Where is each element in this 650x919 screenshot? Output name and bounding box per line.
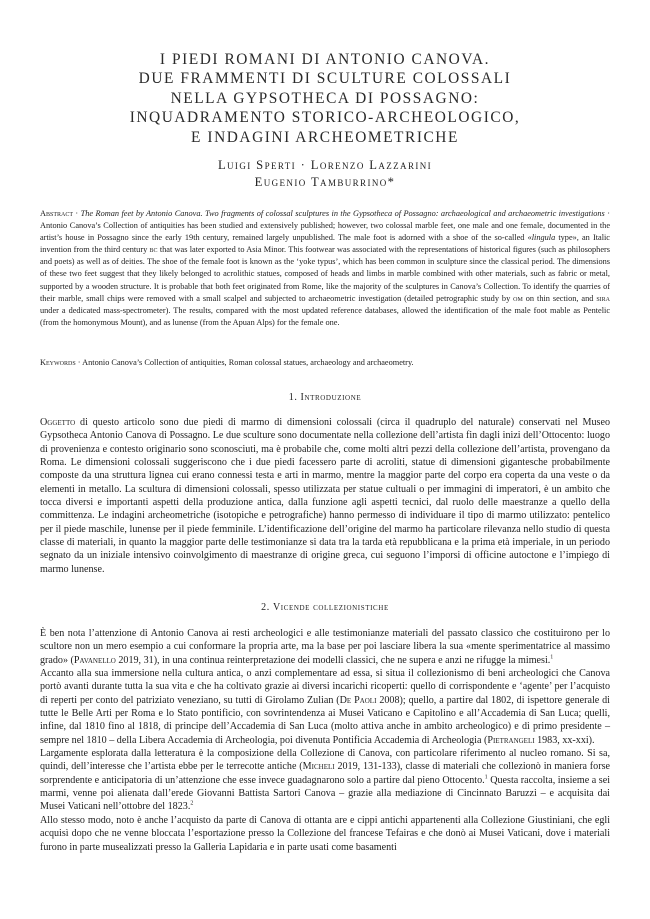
body-paragraph [40,416,610,576]
abstract-separator-2: · [604,209,610,218]
article-title [20,50,630,147]
abstract [40,208,610,329]
section-heading-introduzione [20,392,630,403]
abstract-sira: sira [596,293,610,303]
section-number: 2. [261,602,273,613]
body-text: Allo stesso modo, noto è anche l’acquisto da parte di Canova di ottanta are e cippi antichi appartenenti alla Collezione Giustiniani, che egli acquisì dopo che ne venne bloccata l’esportazione presso la Collezione del francese Tefairas e che donò ai Musei Vaticani, dove i materiali furono in parte musealizzati presso la Galleria Lapidaria e in parte usati come basamenti [40,814,610,853]
body-text: Largamente esplorata dalla letteratura è la composizione della Collezione di Canova, con particolare riferimento al nucleo romano. Si sa, quindi, dell’interesse che l’artista ebbe per le terrecotte antiche ( [40,748,610,773]
section-body-vicende [40,627,610,854]
abstract-paragraph [40,208,610,329]
section-title: Introduzione [300,392,362,403]
title-line-1: I PIEDI ROMANI DI ANTONIO CANOVA. [159,51,491,68]
body-paragraph [40,747,610,814]
title-line-3: NELLA GYPSOTHECA DI POSSAGNO: [170,89,480,107]
section-number: 1. [288,392,301,403]
body-text: Questa raccolta, insieme a sei marmi, venne poi alienata dall’erede Giovanni Battista Sartori Canova – grazie alla mediazione di Cincinnato Baruzzi – e acquisita dai Musei Vaticani nell’ottobre del 1823. [40,774,610,813]
body-paragraph [40,627,610,667]
keywords [40,357,610,369]
author-list [20,157,630,191]
citation: Pavanello [73,654,116,666]
authors-line-2: Eugenio Tamburrino* [254,175,396,189]
body-paragraph [40,814,610,854]
lead-word: Oggetto [40,417,76,428]
abstract-english-title: The Roman feet by Antonio Canova. Two fragments of colossal sculptures in the Gypsotheca of Possagno: archaeological and archaeometric investigations [80,209,605,218]
keywords-separator: · [75,358,83,367]
citation: Micheli [302,761,335,773]
body-text: 1983, xx-xxi). [534,734,595,746]
title-line-4: INQUADRAMENTO STORICO-ARCHEOLOGICO, [129,109,521,127]
body-paragraph [40,667,610,747]
title-line-5: E INDAGINI ARCHEOMETRICHE [191,128,459,146]
abstract-text: Antonio Canova’s Collection of antiquities has been studied and extensively published; however, two colossal marble feet, one male and one female, documented in the artist’s house in Possagno since the early 19th century, remained largely unpublished. The male foot is adorned with a shoe of the so-called « [40,221,610,243]
authors-line-1: Luigi Sperti · Lorenzo Lazzarini [217,158,433,172]
abstract-om: om [513,293,523,303]
citation: De Paoli [339,694,377,706]
section-heading-vicende [20,602,630,613]
body-text: 2008); quello, a partire dal 1802, di ispettore generale di tutte le Belle Arti per Roma e lo Stato pontificio, con sovrintendenza ai Musei Vaticano e Capitolino e all’Accademia di San Luca; quelli, infine, dal 1810 fino al 1818, di principe dell’Accademia di San Luca (molto attiva anche in ambito archeologico) e di primo presidente – sempre nel 1810 – della Libera Accademia di Archeologia, poi divenuta Pontificia Accademia di Archeologia ( [40,694,610,746]
abstract-text: that was later exported to Asia Minor. This footwear was associated with the representations of historical figures (such as philosophers and poets) as well as of deities. The shoe of the female foot is known as the ‘yoke typus’, which has been common in sculpture since the classical period. The dimensions of these two feet suggest that they likely belonged to acrolithic statues, composed of heads and limbs in marble combined with other materials, such as fabric or metal, supported by a wooden structure. It is probable that both feet originated from Rome, like the majority of the sculptures in Canova’s Collection. To identify the quarries of their marble, small chips were removed with a small scalpel and subjected to archaeometric investigation (detailed petrographic study by [40,245,610,303]
abstract-text: on thin section, and [522,293,597,303]
keywords-text: Antonio Canova’s Collection of antiquities, Roman colossal statues, archaeology and archaeometry. [82,358,414,367]
abstract-text: type», an Italic invention from the third century [40,233,610,255]
footnote-ref[interactable]: 1 [550,654,554,661]
abstract-label: Abstract [40,209,73,218]
abstract-text: under a dedicated mass-spectrometer). The results, compared with the most updated reference databases, allowed the identification of the male foot mable as Pentelic (from the homonymous Mount), and as lunense (from the Apuan Alps) for the female one. [40,305,610,327]
abstract-bc: bc [149,245,158,255]
body-text: Accanto alla sua immersione nella cultura antica, o anzi complementare ad essa, si situa il collezionismo di beni archeologici che Canova portò avanti durante tutta la sua vita e che ha coltivato grazie ai diversi incarichi ricoperti: quello di corrispondente e ‘agente’ per l’acquisto di reperti per conto del patriziato veneziano, su tutti di Girolamo Zulian ( [40,668,610,706]
body-text: di questo articolo sono due piedi di marmo di dimensioni colossali (circa il quadruplo del naturale) conservati nel Museo Gypsotheca Antonio Canova di Possagno. Le due sculture sono documentate nella collezione dell’artista fin dagli inizi dell’Ottocento: luogo di provenienza e contesto originario sono sconosciuti, ma è probabile che, come molti altri pezzi della collezione dell’artista, provengano da Roma. Le dimensioni colossali suggeriscono che i due piedi facessero parte di acroliti, statue di dimensioni gigantesche probabilmente composte da una struttura lignea cui erano connessi testa e arti in marmo, mentre la maggior parte del corpo era coperta da una veste o da elementi in metallo. La scultura di dimensioni colossali, spesso utilizzata per statue cultuali o per immagini di imperatori, è un ambito che tocca diversi e importanti aspetti della produzione antica, dalla funzione agli aspetti tecnici, dal ruolo delle maestranze a quello della committenza. Le indagini archeometriche (isotopiche e petrografiche) hanno permesso di individuare il tipo di marmo utilizzato: pentelico per il piede maschile, lunense per il piede femminile. L’identificazione dell’origine del marmo ha particolare rilevanza nello studio di questa classe di materiali, in quanto la maggior parte delle testimonianze si data tra la tarda età repubblicana e la prima età imperiale, in un periodo segnato da un iniziale intensivo coinvolgimento di maestranze di origine greca, cui seguono l’imporsi di officine autoctone e l’impiego di marmo lunense. [40,417,610,575]
citation: Pietrangeli [487,734,535,746]
keywords-label: Keywords [40,358,76,367]
section-title: Vicende collezionistiche [272,602,389,613]
body-text: È ben nota l’attenzione di Antonio Canova ai resti archeologici e alle testimonianze materiali del passato classico che costituirono per lo scultore non un mero esempio a cui conformare la propria arte, ma la base per poi lasciare libera la sua «mente sperimentatrice al massimo grado» ( [40,628,610,666]
body-text: 2019, 131-133), classe di materiali che collezionò in maniera forse sorprendente e anticipatoria di un’attenzione che esse invece guadagnarono solo a partire dal pieno Ottocento. [40,761,610,786]
abstract-separator: · [73,209,81,218]
footnote-ref[interactable]: 2 [190,801,194,808]
title-line-2: DUE FRAMMENTI DI SCULTURE COLOSSALI [138,70,512,88]
abstract-lingula: lingula [531,233,556,243]
footnote-ref[interactable]: 1 [484,774,488,781]
body-text: 2019, 31), in una continua reinterpretazione dei modelli classici, che ne supera e anzi ne rifugge la mimesi. [115,654,551,666]
section-body-introduzione [40,416,610,576]
